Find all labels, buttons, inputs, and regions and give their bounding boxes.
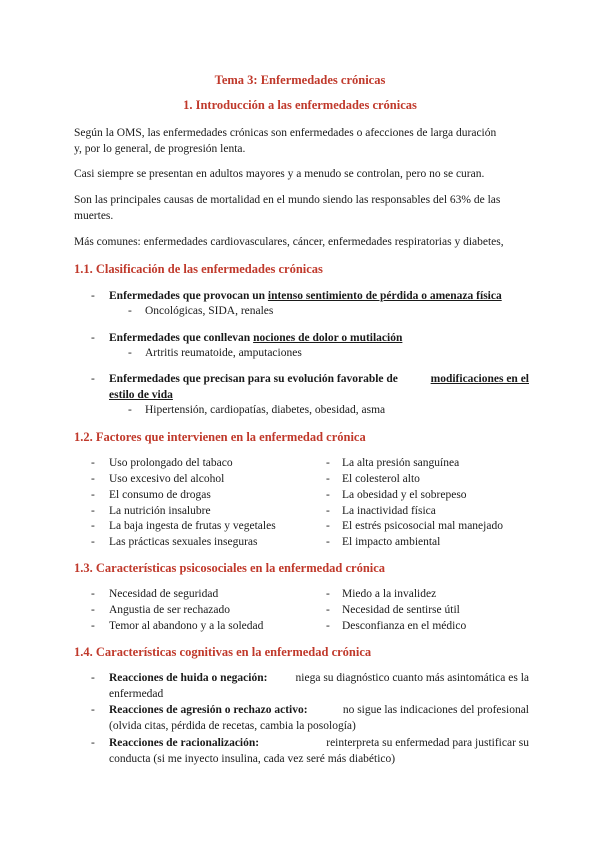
bold-text: Enfermedades que conllevan — [109, 332, 254, 344]
bold-text: Reacciones de agresión o rechazo activo: — [109, 704, 308, 716]
item-text: enfermedad — [109, 687, 164, 700]
bullet-dash: - — [326, 505, 330, 517]
factor-item: La inactividad física — [342, 505, 436, 517]
bullet-dash: - — [91, 536, 95, 548]
bullet-dash: - — [326, 536, 330, 548]
item-text: niega su diagnóstico cuanto más asintomática es la — [295, 672, 529, 684]
item-text: conducta (si me inyecto insulina, cada vez seré más diabético) — [109, 752, 396, 765]
classification-subitem: Artritis reumatoide, amputaciones — [145, 347, 302, 359]
bullet-dash: - — [128, 305, 132, 317]
bullet-dash: - — [91, 672, 95, 684]
factor-item: La baja ingesta de frutas y vegetales — [109, 520, 276, 532]
paragraph-line: muertes. — [74, 209, 114, 222]
bold-text: Enfermedades que provocan un — [109, 290, 268, 302]
section-1-3-heading: 1.3. Características psicosociales en la enfermedad crónica — [74, 561, 386, 575]
section-1-1-heading: 1.1. Clasificación de las enfermedades crónicas — [74, 262, 323, 276]
classification-item — [109, 372, 529, 403]
psychosocial-item: Necesidad de sentirse útil — [342, 604, 460, 616]
psychosocial-item: Desconfianza en el médico — [342, 620, 467, 632]
cognitive-item-line — [109, 736, 529, 752]
factor-item: El colesterol alto — [342, 473, 420, 485]
bullet-dash: - — [91, 588, 95, 600]
bullet-dash: - — [91, 520, 95, 532]
factor-item: Las prácticas sexuales inseguras — [109, 536, 258, 548]
paragraph-line: Según la OMS, las enfermedades crónicas son enfermedades o afecciones de larga duración — [74, 127, 497, 139]
bullet-dash: - — [91, 473, 95, 485]
bullet-dash: - — [91, 332, 95, 344]
factor-item: El impacto ambiental — [342, 536, 441, 548]
bullet-dash: - — [128, 347, 132, 359]
classification-item — [109, 289, 502, 305]
underlined-text: modificaciones en el — [430, 373, 529, 385]
underlined-text: estilo de vida — [109, 388, 173, 401]
bullet-dash: - — [91, 604, 95, 616]
factor-item: La nutrición insalubre — [109, 505, 211, 517]
document-title: Tema 3: Enfermedades crónicas — [214, 73, 386, 87]
classification-subitem: Hipertensión, cardiopatías, diabetes, obesidad, asma — [145, 404, 386, 416]
factor-item: La alta presión sanguínea — [342, 457, 460, 469]
psychosocial-item: Angustia de ser rechazado — [109, 604, 231, 616]
underlined-text: intenso sentimiento de pérdida o amenaza física — [267, 290, 502, 302]
paragraph-mortality — [74, 193, 528, 224]
section-1-heading: 1. Introducción a las enfermedades crónicas — [183, 98, 417, 112]
item-text: (olvida citas, pérdida de recetas, cambia la posología) — [109, 719, 356, 732]
bullet-dash: - — [91, 290, 95, 302]
bullet-dash: - — [91, 373, 95, 385]
bullet-dash: - — [128, 404, 132, 416]
cognitive-item-line — [109, 671, 529, 687]
factor-item: El estrés psicosocial mal manejado — [342, 520, 503, 532]
bullet-dash: - — [91, 489, 95, 501]
cognitive-item — [109, 703, 529, 734]
item-text: reinterpreta su enfermedad para justificar su — [326, 737, 529, 749]
bold-text: Enfermedades que precisan para su evolución favorable de — [109, 373, 398, 385]
item-text: no sigue las indicaciones del profesional — [342, 704, 529, 716]
paragraph-who-definition — [74, 126, 528, 157]
psychosocial-item: Temor al abandono y a la soledad — [109, 620, 264, 632]
section-1-2-heading: 1.2. Factores que intervienen en la enfermedad crónica — [74, 430, 366, 444]
section-1-4-heading: 1.4. Características cognitivas en la enfermedad crónica — [74, 645, 372, 659]
factor-item: La obesidad y el sobrepeso — [342, 489, 467, 501]
cognitive-item — [109, 671, 529, 702]
bullet-dash: - — [326, 489, 330, 501]
classification-item-line — [109, 372, 529, 388]
paragraph-common: Más comunes: enfermedades cardiovasculares, cáncer, enfermedades respiratorias y diabetes, — [74, 236, 504, 248]
underlined-text: nociones de dolor o mutilación — [253, 332, 403, 344]
factor-item: Uso excesivo del alcohol — [109, 473, 225, 485]
psychosocial-item: Necesidad de seguridad — [109, 588, 219, 600]
paragraph-line: Son las principales causas de mortalidad en el mundo siendo las responsables del 63% de las — [74, 194, 501, 206]
bullet-dash: - — [91, 505, 95, 517]
bullet-dash: - — [326, 457, 330, 469]
bullet-dash: - — [91, 457, 95, 469]
factor-item: Uso prolongado del tabaco — [109, 457, 233, 469]
paragraph-adults: Casi siempre se presentan en adultos mayores y a menudo se controlan, pero no se curan. — [74, 168, 485, 180]
classification-item — [109, 331, 402, 347]
bullet-dash: - — [91, 620, 95, 632]
factor-item: El consumo de drogas — [109, 489, 211, 501]
psychosocial-item: Miedo a la invalidez — [342, 588, 437, 600]
paragraph-line: y, por lo general, de progresión lenta. — [74, 142, 246, 155]
bullet-dash: - — [326, 620, 330, 632]
bold-text: Reacciones de huida o negación: — [109, 672, 268, 684]
bullet-dash: - — [91, 737, 95, 749]
bullet-dash: - — [326, 473, 330, 485]
cognitive-item — [109, 736, 529, 767]
bullet-dash: - — [326, 604, 330, 616]
bullet-dash: - — [326, 520, 330, 532]
bullet-dash: - — [326, 588, 330, 600]
classification-subitem: Oncológicas, SIDA, renales — [145, 305, 274, 317]
bullet-dash: - — [91, 704, 95, 716]
bold-text: Reacciones de racionalización: — [109, 737, 260, 749]
cognitive-item-line — [109, 703, 529, 719]
